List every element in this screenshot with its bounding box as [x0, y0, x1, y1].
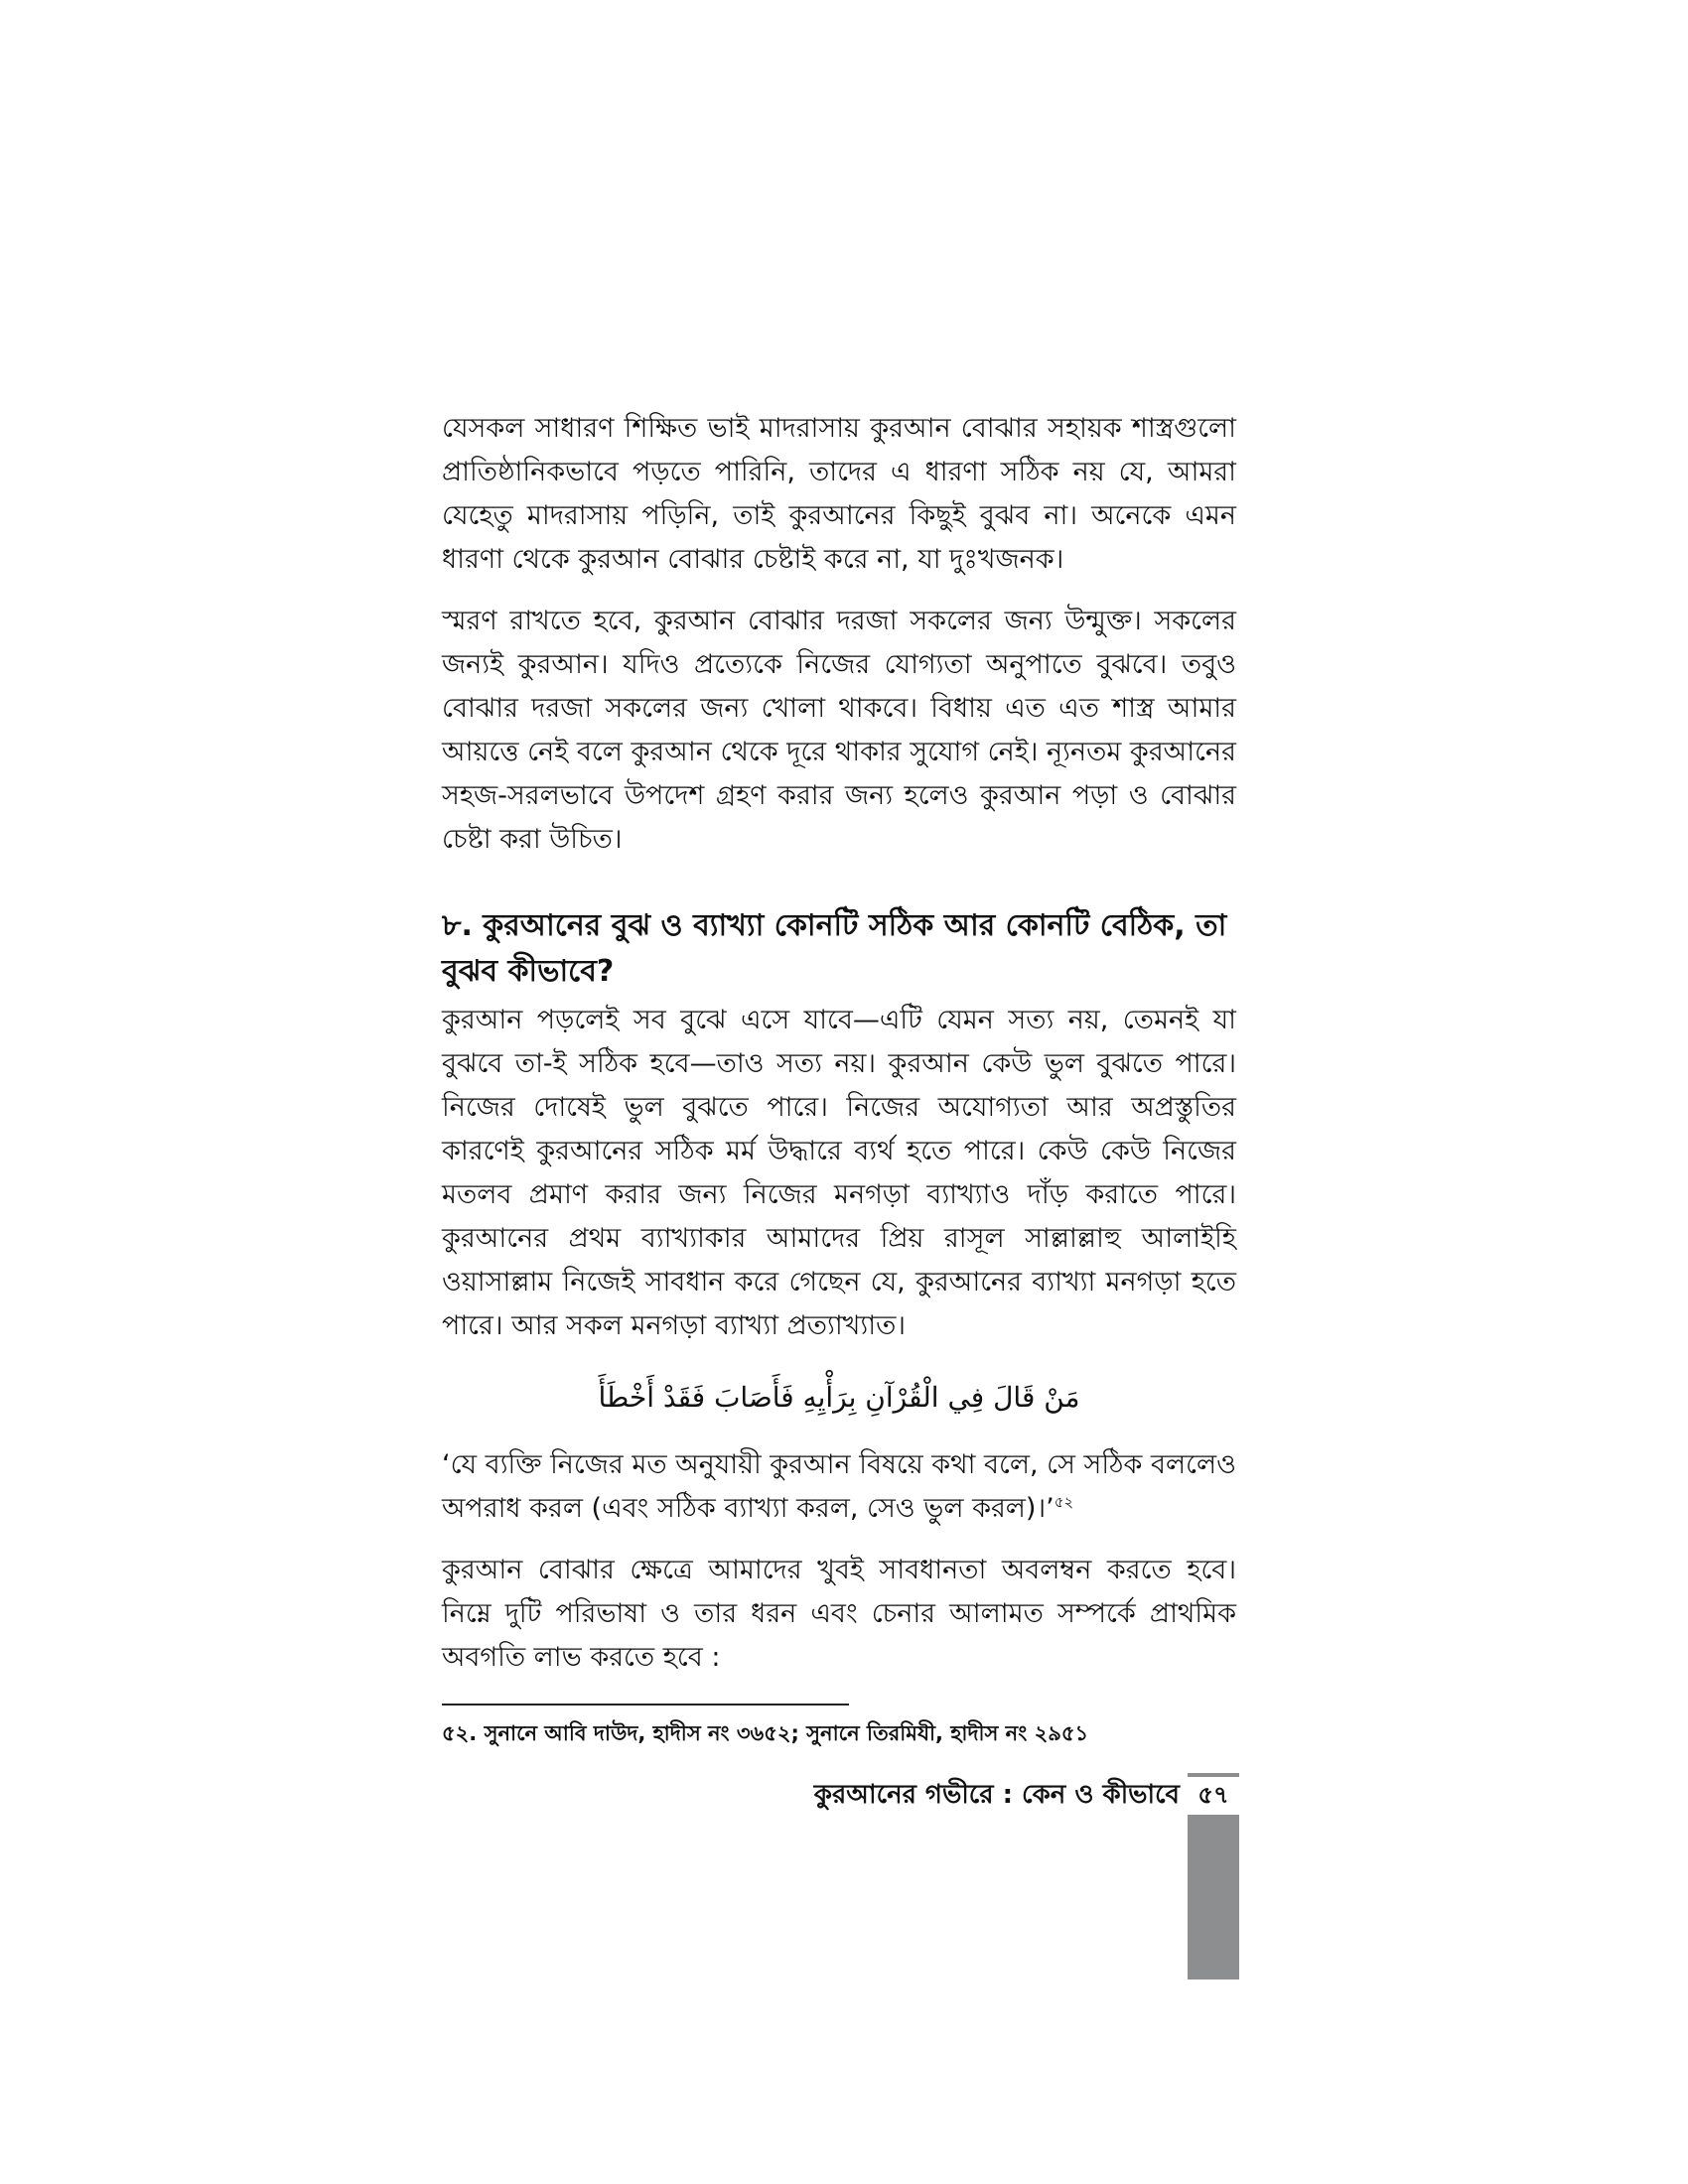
hadith-translation [442, 1443, 1236, 1531]
section-heading: ৮. কুরআনের বুঝ ও ব্যাখ্যা কোনটি সঠিক আর কোনটি বেঠিক, তা বুঝব কীভাবে? [442, 908, 1227, 989]
footnote-reference: ৫২ [1054, 1493, 1074, 1511]
running-title: কুরআনের গভীরে : কেন ও কীভাবে [813, 1780, 1180, 1810]
arabic-hadith: مَنْ قَالَ فِي الْقُرْآنِ بِرَأْيِهِ فَأَصَابَ فَقَدْ أَخْطَأَ [598, 1381, 1080, 1414]
footnote-text: ৫২. সুনানে আবি দাউদ, হাদীস নং ৩৬৫২; সুনানে তিরমিযী, হাদীস নং ২৯৫১ [442, 1721, 1089, 1745]
hadith-translation-text: ‘যে ব্যক্তি নিজের মত অনুযায়ী কুরআন বিষয়ে কথা বলে, সে সঠিক বললেও অপরাধ করল (এবং সঠিক ব্যাখ্যা করল, সেও ভুল করল)।’ [442, 1449, 1236, 1524]
paragraph-2: স্মরণ রাখতে হবে, কুরআন বোঝার দরজা সকলের জন্য উন্মুক্ত। সকলের জন্যই কুরআন। যদিও প্রত্যেকে নিজের যোগ্যতা অনুপাতে বুঝবে। তবুও বোঝার দরজা সকলের জন্য খোলা থাকবে। বিধায় এত এত শাস্ত্র আমার আয়ত্তে নেই বলে কুরআন থেকে দূরে থাকার সুযোগ নেই। ন্যূনতম কুরআনের সহজ-সরলভাবে উপদেশ গ্রহণ করার জন্য হলেও কুরআন পড়া ও বোঝার চেষ্টা করা উচিত। [442, 606, 1236, 855]
paragraph-4: কুরআন বোঝার ক্ষেত্রে আমাদের খুবই সাবধানতা অবলম্বন করতে হবে। নিম্নে দুটি পরিভাষা ও তার ধরন এবং চেনার আলামত সম্পর্কে প্রাথমিক অবগতি লাভ করতে হবে : [442, 1555, 1236, 1673]
footnote-divider [442, 1704, 849, 1706]
main-text [442, 407, 1236, 1698]
page-edge-tab [1188, 1815, 1239, 1979]
paragraph-3: কুরআন পড়লেই সব বুঝে এসে যাবে—এটি যেমন সত্য নয়, তেমনই যা বুঝবে তা-ই সঠিক হবে—তাও সত্য নয়। কুরআন কেউ ভুল বুঝতে পারে। নিজের দোষেই ভুল বুঝতে পারে। নিজের অযোগ্যতা আর অপ্রস্তুতির কারণেই কুরআনের সঠিক মর্ম উদ্ধারে ব্যর্থ হতে পারে। কেউ কেউ নিজের মতলব প্রমাণ করার জন্য নিজের মনগড়া ব্যাখ্যাও দাঁড় করাতে পারে। কুরআনের প্রথম ব্যাখ্যাকার আমাদের প্রিয় রাসূল সাল্লাল্লাহু আলাইহি ওয়াসাল্লাম নিজেই সাবধান করে গেছেন যে, কুরআনের ব্যাখ্যা মনগড়া হতে পারে। আর সকল মনগড়া ব্যাখ্যা প্রত্যাখ্যাত। [442, 1005, 1236, 1341]
paragraph-1: যেসকল সাধারণ শিক্ষিত ভাই মাদরাসায় কুরআন বোঝার সহায়ক শাস্ত্রগুলো প্রাতিষ্ঠানিকভাবে পড়তে পারিনি, তাদের এ ধারণা সঠিক নয় যে, আমরা যেহেতু মাদরাসায় পড়িনি, তাই কুরআনের কিছুই বুঝব না। অনেকে এমন ধারণা থেকে কুরআন বোঝার চেষ্টাই করে না, যা দুঃখজনক। [442, 413, 1236, 575]
page-number: ৫৭ [1197, 1781, 1229, 1809]
